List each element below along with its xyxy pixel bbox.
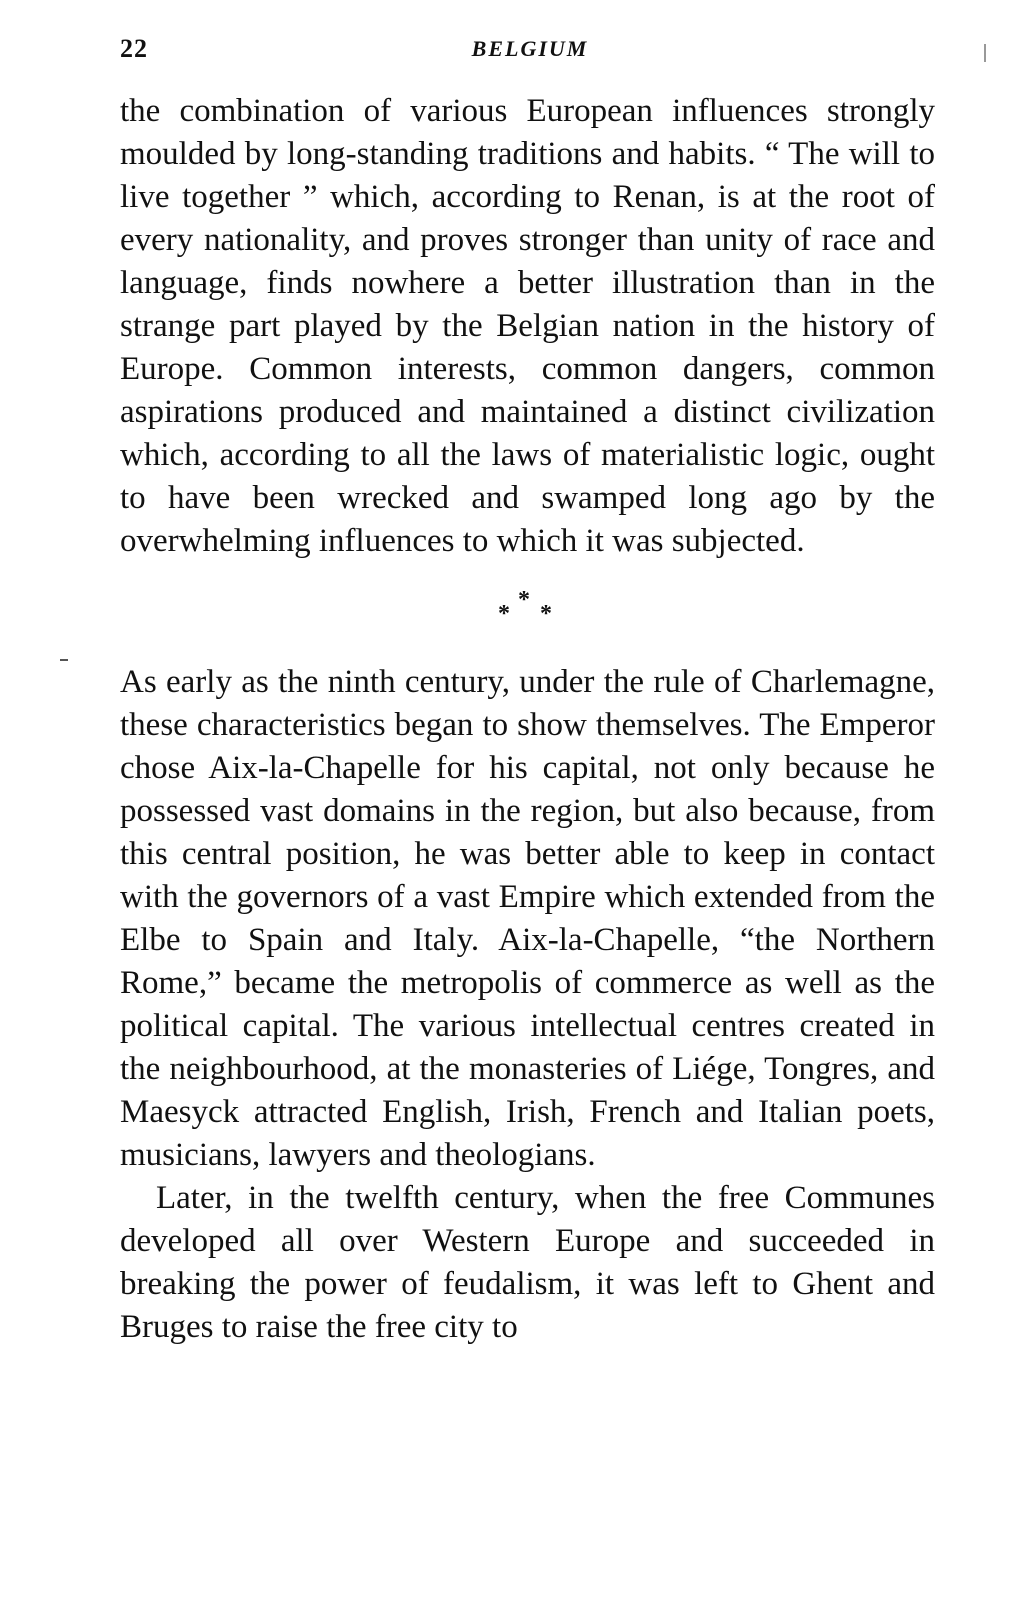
- scan-mark-right: [984, 44, 986, 62]
- paragraph-3: Later, in the twelfth century, when the free Communes developed all over Western Europe and succeeded in breaking the power of feudalism, it was left to Ghent and Bruges to raise the free city to: [120, 1180, 935, 1345]
- paragraph-1: the combination of various European influences strongly moulded by long-standing traditions and habits. “ The will to live together ” which, according to Renan, is at the root of every nationality, and proves stronger than unity of race and language, finds nowhere a better illustration than in the strange part played by the Belgian nation in the history of Europe. Common interests, common dangers, common aspirations produced and maintained a distinct civilization which, according to all the laws of materialistic logic, ought to have been wrecked and swamped long ago by the overwhelming influences to which it was subjected.: [120, 93, 935, 559]
- scan-mark-left: [60, 659, 68, 661]
- asterism: [120, 579, 935, 627]
- asterism-star-right: *: [540, 601, 552, 627]
- paragraph-2: As early as the ninth century, under the rule of Charlemagne, these characteristics began to show themselves. The Emperor chose Aix-la-Chapelle for his capital, not only because he possessed vast domains in the region, but also because, from this central position, he was better able to keep in contact with the governors of a vast Empire which extended from the Elbe to Spain and Italy. Aix-la-Chapelle, “the Northern Rome,” became the metropolis of commerce as well as the political capital. The various intellectual centres created in the neighbourhood, at the monasteries of Liége, Tongres, and Maesyck attracted English, Irish, French and Italian poets, musicians, lawyers and theologians.: [120, 664, 935, 1173]
- asterism-star-left: *: [498, 601, 510, 627]
- page-number: 22: [120, 34, 148, 63]
- section-break: [120, 563, 935, 661]
- page-header: [120, 34, 940, 74]
- body-text: [120, 90, 935, 1349]
- asterism-star-top: *: [518, 587, 530, 613]
- running-title: BELGIUM: [471, 36, 589, 61]
